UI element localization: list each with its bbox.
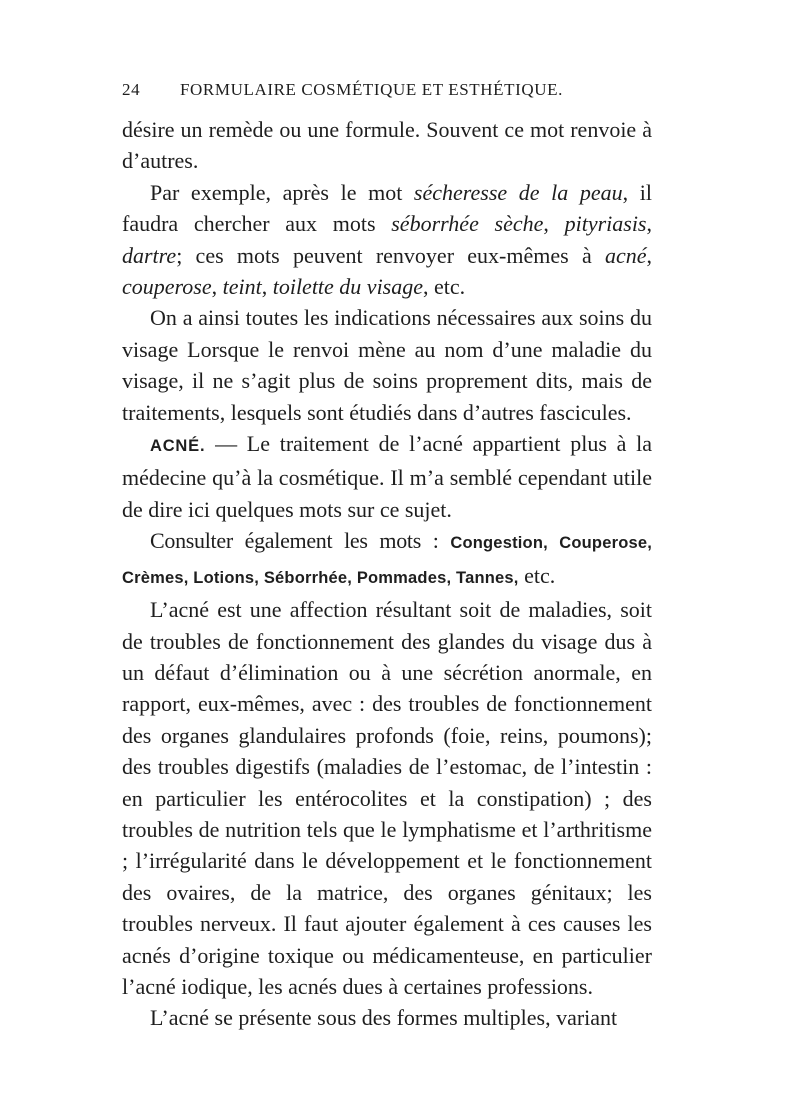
term-seborrhee-seche: séborrhée sèche xyxy=(391,211,544,237)
paragraph-acne-causes xyxy=(122,594,652,1002)
page-number: 24 xyxy=(122,80,141,99)
text-run: , xyxy=(211,274,223,300)
term-acne: acné xyxy=(604,242,647,268)
term-dartre: dartre xyxy=(122,242,177,268)
text-run: Par exemple, après le mot xyxy=(150,179,414,205)
running-title: FORMULAIRE COSMÉTIQUE ET ESTHÉTIQUE. xyxy=(180,80,563,99)
term-secheresse: sécheresse de la peau xyxy=(413,179,623,205)
book-page xyxy=(122,80,652,1034)
consult-tail: etc. xyxy=(518,562,556,588)
consult-lead: Consulter également les mots : xyxy=(150,528,451,554)
cross-reference-terms: Congestion, Couperose, Crèmes, Lotions, Séborrhée, Pommades, Tannes, xyxy=(122,534,653,587)
paragraph-acne-intro xyxy=(122,428,652,525)
term-toilette-du-visage: toilette du visage xyxy=(272,274,424,300)
paragraph-6-text: L’acné est une affection résultant soit de maladies, soit de troubles de fonctionnement des glandes du visage dus à un défaut d’élimination ou à une sécrétion anormale, en rapport, eux-mêmes, avec : des troubles de fonctionnement des organes glandulaires profonds (foie, reins, poumons); des troubles digestifs (maladies de l’estomac, de l’intestin : en particulier les entérocolites et la constipation) ; des troubles de nutrition tels que le lymphatisme et l’arthritisme ; l’irrégularité dans le développement et le fonctionnement des ovaires, de la matrice, des organes génitaux; les troubles nerveux. Il faut ajouter également à ces causes les acnés d’origine toxique ou médicamenteuse, en particulier l’acné iodique, les acnés dues à certaines professions. xyxy=(122,597,652,999)
term-pityriasis: pityriasis xyxy=(564,211,647,237)
text-run: , xyxy=(543,211,565,237)
text-run: , xyxy=(646,211,652,237)
text-run: , xyxy=(261,274,273,300)
paragraph-7-text: L’acné se présente sous des formes multiples, variant xyxy=(150,1005,618,1031)
text-run: , xyxy=(646,242,652,268)
text-run: ; ces mots peuvent renvoyer eux-mêmes à xyxy=(176,242,605,268)
section-heading-acne: ACNÉ. xyxy=(150,437,206,456)
paragraph-cross-references xyxy=(122,525,652,594)
paragraph-acne-forms xyxy=(122,1002,652,1033)
text-run: , etc. xyxy=(423,274,466,300)
body-text xyxy=(122,114,652,1034)
paragraph-1-text: désire un remède ou une formule. Souvent ce mot renvoie à d’autres. xyxy=(122,117,652,174)
paragraph-continuation xyxy=(122,114,652,177)
paragraph-example xyxy=(122,177,652,303)
paragraph-4-text: — Le traitement de l’acné appartient plus à la médecine qu’à la cosmétique. Il m’a semblé cependant utile de dire ici quelques mots sur ce sujet. xyxy=(122,431,652,522)
paragraph-3-text: On a ainsi toutes les indications nécessaires aux soins du visage Lorsque le renvoi mène au nom d’une maladie du visage, il ne s’agit plus de soins proprement dits, mais de traitements, lesquels sont étudiés dans d’autres fascicules. xyxy=(122,305,652,425)
term-couperose: couperose xyxy=(122,274,212,300)
page-header xyxy=(122,80,652,114)
text-run: , il faudra chercher aux mots xyxy=(122,179,652,237)
paragraph-indications xyxy=(122,302,652,428)
term-teint: teint xyxy=(222,274,262,300)
